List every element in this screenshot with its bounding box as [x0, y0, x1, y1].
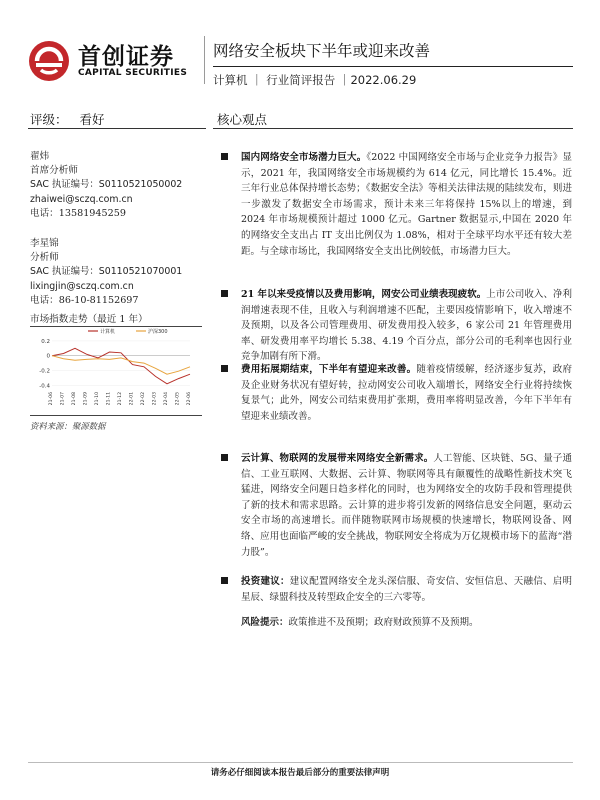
x-tick-label: 22-06: [187, 392, 192, 406]
key-point: [217, 574, 572, 608]
risk-warning: [217, 615, 572, 631]
y-tick-label: 0.2: [41, 338, 50, 345]
rating: [30, 110, 105, 128]
analyst-phone: 电话：86-10-81152697: [30, 294, 139, 306]
y-tick-label: -0.4: [39, 383, 50, 390]
report-subtitle: 计算机 ｜ 行业简评报告 ｜2022.06.29: [213, 73, 417, 87]
analyst-title: 首席分析师: [30, 165, 78, 177]
analyst-panel: [30, 150, 208, 324]
key-point-text: 上市公司收入、净利润增速表现不佳，且收入与利润增速不匹配，主要因疫情影响下，收入增速不及预期，以及各公司管理费用、研发费用投入较多，6 家公司 21 年管理费用率、研发费用率平均增长 5.38、4.19 个百分点，部分公司的毛利率也因行业竞争加剧有所下滑。: [241, 289, 572, 363]
bullet-icon: [221, 153, 228, 160]
logo-text-cn: 首创证券: [78, 44, 174, 70]
key-point-heading: 云计算、物联网的发展带来网络安全新需求。: [241, 453, 434, 464]
risk-text: 政策推进不及预期；政府财政预算不及预期。: [288, 617, 479, 628]
x-tick-label: 21-12: [118, 392, 123, 406]
x-tick-label: 22-05: [175, 392, 181, 406]
key-point: [217, 362, 572, 437]
y-tick-label: 0: [46, 353, 50, 360]
report-title: 网络安全板块下半年或迎来改善: [213, 42, 431, 60]
key-point-text: 《2022 中国网络安全市场与企业竞争力报告》显示，2021 年，我国网络安全市场规模约为 614 亿元，同比增长 15.4%。近三年行业总体保持增长态势；《数据安全法》等相关法律法规的陆续发布，则进一步激发了数据安全市场需求，预计未来三年将保持 15%以上的增速，到 2024 年市场规模预计超过 1000 亿元。Gartner 数据显示,中国在 2020 年的网络安全支出占 IT 支出比例仅为 1.08%，相对于全球平均水平还有较大差距。与全球市场比，我国网络安全支出比例较低，市场潜力巨大。: [241, 152, 572, 257]
key-point-heading: 21 年以来受疫情以及费用影响，网安公司业绩表现疲软。: [241, 289, 487, 300]
rating-value: 看好: [79, 112, 105, 127]
chart-source: 资料来源：聚源数据: [30, 421, 106, 431]
series-line: [52, 348, 190, 384]
chart-bottom-rule: [30, 415, 202, 416]
legend-label: 计算机: [100, 329, 116, 335]
analyst-sac: SAC 执证编号：S0110521070001: [30, 266, 183, 278]
risk-heading: 风险提示：: [241, 617, 289, 628]
key-point-heading: 费用拓展期结束，下半年有望迎来改善。: [241, 364, 417, 375]
x-tick-label: 21-09: [83, 392, 89, 406]
legal-footer: 请务必仔细阅读本报告最后部分的重要法律声明: [210, 768, 390, 778]
x-tick-label: 22-01: [129, 392, 135, 406]
key-point-text: 随着疫情缓解，经济逐步复苏，政府及企业财务状况有望好转，拉动网安公司收入端增长，网络安全行业将持续恢复景气；此外，网安公司结束费用扩张期，费用率将明显改善，今年下半年有望迎来业绩改善。: [241, 364, 572, 422]
analyst-name: 翟炜: [30, 151, 50, 162]
x-tick-label: 22-02: [141, 392, 146, 406]
header-rule: [213, 66, 573, 67]
analyst-card: [30, 237, 208, 308]
x-tick-label: 21-10: [95, 392, 100, 406]
chart-title: 市场指数走势（最近 1 年）: [30, 314, 148, 325]
right-section-rule: [213, 128, 573, 129]
key-point-text: 建议配置网络安全龙头深信服、奇安信、安恒信息、天融信、启明星辰、绿盟科技及转型政企安全的三六零等。: [241, 576, 572, 603]
key-point-heading: 投资建议：: [241, 576, 290, 587]
bullet-icon: [221, 365, 228, 372]
key-point-heading: 国内网络安全市场潜力巨大。: [241, 152, 367, 163]
key-point: [217, 150, 572, 277]
rating-label: 评级：: [30, 112, 68, 127]
legend-label: 沪深300: [148, 329, 168, 335]
analyst-email[interactable]: lixingjin@sczq.com.cn: [30, 280, 134, 292]
x-tick-label: 21-11: [106, 392, 112, 406]
bullet-icon: [221, 454, 228, 461]
company-logo: [28, 36, 198, 86]
market-index-chart: [30, 327, 202, 413]
x-tick-label: 22-03: [152, 392, 158, 406]
x-tick-label: 21-08: [72, 392, 77, 406]
x-tick-label: 21-06: [49, 392, 54, 406]
series-line: [52, 356, 190, 375]
x-tick-label: 22-04: [164, 392, 169, 406]
core-points: [217, 150, 572, 631]
left-section-rule: [28, 128, 206, 129]
analyst-card: [30, 150, 208, 221]
analyst-sac: SAC 执证编号：S0110521050002: [30, 179, 183, 191]
key-point: [217, 287, 572, 363]
x-tick-label: 21-07: [60, 392, 66, 406]
logo-text-en: CAPITAL SECURITIES: [78, 68, 188, 78]
footer-rule: [28, 762, 573, 763]
bullet-icon: [221, 290, 228, 297]
key-point-text: 人工智能、区块链、5G、量子通信、工业互联网、大数据、云计算、物联网等具有颠覆性的战略性新技术突飞猛进，网络安全问题日趋多样化的同时，也为网络安全的攻防手段和管理提供了新的技术和需求思路。云计算的进步将引发新的网络信息安全问题，驱动云安全市场的高速增长。而伴随物联网市场规模的快速增长，物联网设备、网络、应用也面临严峻的安全挑战，物联网安全将成为万亿规模市场下的蓝海“潜力股”。: [241, 453, 572, 558]
y-tick-label: -0.2: [39, 368, 50, 375]
analyst-phone: 电话：13581945259: [30, 207, 126, 219]
core-heading: 核心观点: [217, 112, 268, 127]
analyst-email[interactable]: zhaiwei@sczq.com.cn: [30, 193, 133, 205]
bullet-icon: [221, 577, 228, 584]
key-point: [217, 451, 572, 561]
analyst-title: 分析师: [30, 252, 59, 264]
logo-mark-icon: [28, 40, 70, 82]
analyst-name: 李星锦: [30, 238, 59, 250]
header-divider: [204, 36, 205, 84]
